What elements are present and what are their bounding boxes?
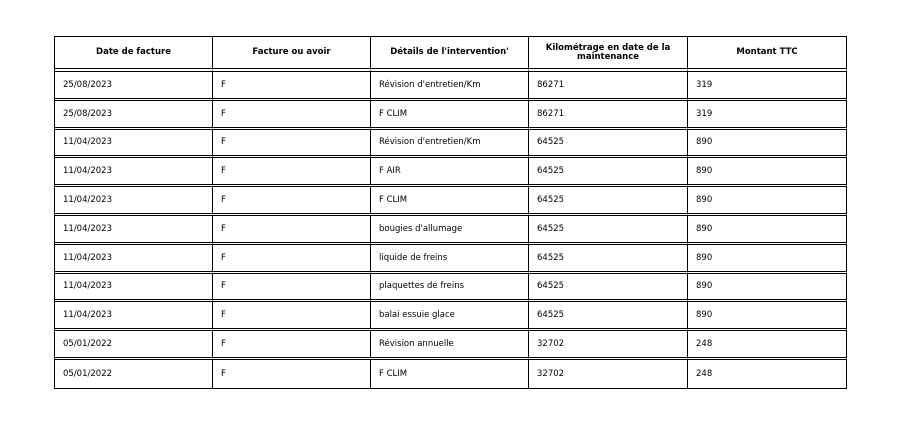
cell-mileage: 64525 <box>529 302 688 331</box>
cell-date: 11/04/2023 <box>55 302 213 331</box>
table-row <box>55 216 847 245</box>
table-row <box>55 101 847 130</box>
cell-details: Révision annuelle <box>371 331 529 360</box>
header-intervention-details: Détails de l'intervention' <box>371 37 529 72</box>
cell-mileage: 64525 <box>529 216 688 245</box>
table-body <box>55 72 847 389</box>
cell-amount: 890 <box>688 130 847 159</box>
maintenance-table-container <box>54 36 846 389</box>
cell-details: liquide de freins <box>371 245 529 274</box>
cell-amount: 890 <box>688 158 847 187</box>
cell-details: balai essuie glace <box>371 302 529 331</box>
cell-date: 11/04/2023 <box>55 216 213 245</box>
cell-date: 05/01/2022 <box>55 360 213 389</box>
cell-amount: 890 <box>688 302 847 331</box>
cell-type: F <box>213 216 371 245</box>
cell-amount: 248 <box>688 360 847 389</box>
cell-details: plaquettes de freins <box>371 274 529 303</box>
cell-mileage: 86271 <box>529 101 688 130</box>
cell-type: F <box>213 245 371 274</box>
maintenance-invoice-table <box>54 36 847 389</box>
cell-details: Révision d'entretien/Km <box>371 130 529 159</box>
cell-mileage: 32702 <box>529 331 688 360</box>
cell-amount: 319 <box>688 72 847 101</box>
cell-mileage: 32702 <box>529 360 688 389</box>
cell-amount: 890 <box>688 216 847 245</box>
cell-date: 11/04/2023 <box>55 158 213 187</box>
table-row <box>55 245 847 274</box>
table-header <box>55 37 847 72</box>
cell-amount: 890 <box>688 274 847 303</box>
cell-mileage: 64525 <box>529 245 688 274</box>
cell-amount: 248 <box>688 331 847 360</box>
cell-mileage: 64525 <box>529 274 688 303</box>
cell-date: 11/04/2023 <box>55 130 213 159</box>
cell-type: F <box>213 331 371 360</box>
cell-type: F <box>213 72 371 101</box>
cell-date: 11/04/2023 <box>55 245 213 274</box>
cell-type: F <box>213 158 371 187</box>
cell-mileage: 64525 <box>529 158 688 187</box>
table-row <box>55 360 847 389</box>
cell-date: 11/04/2023 <box>55 274 213 303</box>
cell-type: F <box>213 360 371 389</box>
cell-amount: 319 <box>688 101 847 130</box>
cell-date: 25/08/2023 <box>55 72 213 101</box>
cell-mileage: 86271 <box>529 72 688 101</box>
cell-details: F CLIM <box>371 101 529 130</box>
cell-type: F <box>213 187 371 216</box>
header-mileage: Kilométrage en date de la maintenance <box>529 37 688 72</box>
header-amount-ttc: Montant TTC <box>688 37 847 72</box>
table-row <box>55 187 847 216</box>
header-invoice-or-credit: Facture ou avoir <box>213 37 371 72</box>
cell-details: F AIR <box>371 158 529 187</box>
cell-type: F <box>213 302 371 331</box>
table-row <box>55 302 847 331</box>
cell-amount: 890 <box>688 245 847 274</box>
cell-type: F <box>213 101 371 130</box>
header-row <box>55 37 847 72</box>
cell-date: 25/08/2023 <box>55 101 213 130</box>
table-row <box>55 331 847 360</box>
table-row <box>55 158 847 187</box>
cell-details: F CLIM <box>371 187 529 216</box>
cell-mileage: 64525 <box>529 187 688 216</box>
cell-details: bougies d'allumage <box>371 216 529 245</box>
table-row <box>55 274 847 303</box>
cell-amount: 890 <box>688 187 847 216</box>
table-row <box>55 72 847 101</box>
cell-date: 11/04/2023 <box>55 187 213 216</box>
cell-mileage: 64525 <box>529 130 688 159</box>
cell-type: F <box>213 130 371 159</box>
cell-details: Révision d'entretien/Km <box>371 72 529 101</box>
cell-date: 05/01/2022 <box>55 331 213 360</box>
table-row <box>55 130 847 159</box>
cell-details: F CLIM <box>371 360 529 389</box>
cell-type: F <box>213 274 371 303</box>
header-invoice-date: Date de facture <box>55 37 213 72</box>
